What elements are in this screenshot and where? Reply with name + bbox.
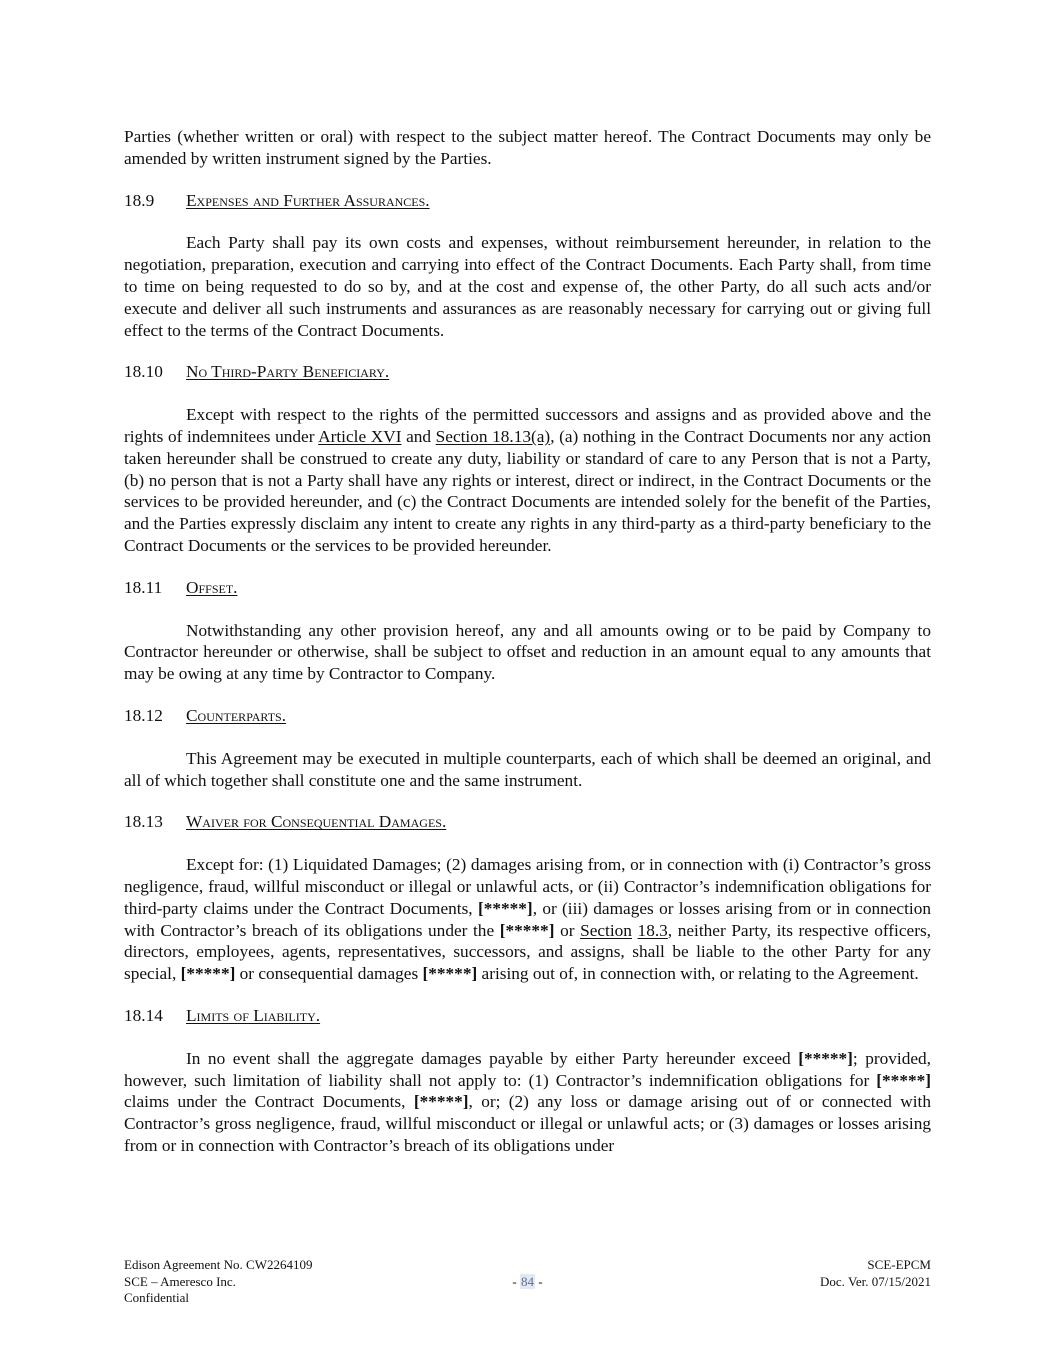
section-title: Offset. bbox=[186, 577, 238, 597]
section-body-18-11: Notwithstanding any other provision hereof, any and all amounts owing or to be paid by Company to Contractor hereunder or otherwise, shall be subject to offset and reduction in an amount equal to any amounts that may be owing at any time by Contractor to Company. bbox=[124, 620, 931, 684]
section-body-18-10 bbox=[124, 404, 931, 557]
section-heading-18-11 bbox=[124, 577, 931, 599]
body-text: , or; (2) any loss or damage arising out of or connected with Contractor’s gross negligence, fraud, willful misconduct or illegal or unlawful acts; or (3) damages or losses arising from or in connection with Contractor’s breach of its obligations under bbox=[124, 1092, 931, 1155]
section-number: 18.13 bbox=[124, 812, 163, 832]
section-18-3-link[interactable]: 18.3 bbox=[637, 920, 668, 940]
page-number-value: 84 bbox=[521, 1273, 534, 1289]
page-number: - 84 - bbox=[512, 1273, 543, 1289]
body-text: ; provided, however, such limitation of liability shall not apply to: (1) Contractor’s indemnification obligations for bbox=[124, 1048, 931, 1090]
redaction-marker: [*****] bbox=[422, 964, 478, 984]
section-number: 18.14 bbox=[124, 1005, 163, 1025]
section-title: No Third-Party Beneficiary. bbox=[186, 362, 390, 382]
redaction-marker: [*****] bbox=[180, 964, 236, 984]
article-xvi-link[interactable]: Article XVI bbox=[318, 426, 402, 446]
section-number: 18.11 bbox=[124, 577, 163, 597]
section-number: 18.10 bbox=[124, 362, 163, 382]
section-heading-18-12 bbox=[124, 705, 931, 727]
body-text: , neither Party, its respective officers, directors, employees, agents, representatives, successors, and assigns, shall be liable to the other Party for any special, bbox=[124, 920, 931, 984]
section-link[interactable]: Section bbox=[580, 920, 632, 940]
section-18-13a-link[interactable]: Section 18.13(a) bbox=[435, 426, 551, 446]
document-page bbox=[124, 126, 931, 1157]
section-body-18-9: Each Party shall pay its own costs and expenses, without reimbursement hereunder, in relation to the negotiation, preparation, execution and carrying into effect of the Contract Documents. Each Party shall, from time to time on being requested to do so by, and at the cost and expense of, the other Party, do all such acts and/or execute and deliver all such instruments and assurances as are reasonably necessary for carrying out or giving full effect to the terms of the Contract Documents. bbox=[124, 233, 931, 340]
body-text: or bbox=[554, 920, 581, 940]
redaction-marker: [*****] bbox=[499, 920, 555, 940]
footer-parties: SCE – Ameresco Inc. bbox=[124, 1273, 236, 1289]
body-text: Except with respect to the rights of the permitted successors and assigns and as provided above and the rights of indemnitees under bbox=[124, 405, 931, 446]
body-text: and bbox=[401, 426, 436, 446]
section-number: 18.12 bbox=[124, 705, 163, 725]
body-text: claims under the Contract Documents, bbox=[124, 1092, 414, 1112]
body-text: Except for: (1) Liquidated Damages; (2) damages arising from, or in connection with (i) Contractor’s gross negligence, fraud, willful misconduct or illegal or unlawful acts, or (ii) Contractor’s indemnification obligations for third-party claims under the Contract Documents, bbox=[124, 855, 931, 918]
section-title: Waiver for Consequential Damages. bbox=[186, 812, 447, 832]
section-body-18-14 bbox=[124, 1048, 931, 1157]
section-number: 18.9 bbox=[124, 190, 155, 210]
section-title: Counterparts. bbox=[186, 705, 287, 725]
section-title: Expenses and Further Assurances. bbox=[186, 190, 430, 210]
section-body-18-13 bbox=[124, 854, 931, 985]
footer-agreement-number: Edison Agreement No. CW2264109 bbox=[124, 1257, 313, 1272]
redaction-marker: [*****] bbox=[876, 1070, 931, 1090]
section-body-18-12: This Agreement may be executed in multiple counterparts, each of which shall be deemed an original, and all of which together shall constitute one and the same instrument. bbox=[124, 748, 931, 790]
body-text: , (a) nothing in the Contract Documents nor any action taken hereunder shall be construed to create any duty, liability or standard of care to any Person that is not a Party, (b) no person that is not a Party shall have any rights or interest, direct or indirect, in the Contract Documents or the services to be provided hereunder, and (c) the Contract Documents are intended solely for the benefit of the Parties, and the Parties expressly disclaim any intent to create any rights in any third-party as a third-party beneficiary to the Contract Documents or the services to be provided hereunder. bbox=[124, 426, 932, 555]
section-heading-18-14 bbox=[124, 1005, 931, 1027]
body-text: , or (iii) damages or losses arising from or in connection with Contractor’s breach of its obligations under the bbox=[124, 898, 931, 940]
section-heading-18-13 bbox=[124, 811, 931, 833]
footer-doc-code: SCE-EPCM bbox=[867, 1257, 931, 1272]
page-footer bbox=[124, 1257, 931, 1307]
redaction-marker: [*****] bbox=[798, 1048, 853, 1068]
footer-confidential: Confidential bbox=[124, 1290, 189, 1305]
body-text: In no event shall the aggregate damages payable by either Party hereunder exceed bbox=[186, 1048, 799, 1068]
intro-paragraph: Parties (whether written or oral) with respect to the subject matter hereof. The Contract Documents may only be amended by written instrument signed by the Parties. bbox=[124, 127, 931, 168]
body-text: arising out of, in connection with, or relating to the Agreement. bbox=[477, 964, 919, 984]
footer-doc-version: Doc. Ver. 07/15/2021 bbox=[820, 1273, 931, 1289]
section-heading-18-9 bbox=[124, 190, 931, 212]
redaction-marker: [*****] bbox=[477, 898, 533, 918]
section-title: Limits of Liability. bbox=[186, 1005, 321, 1025]
redaction-marker: [*****] bbox=[413, 1092, 469, 1112]
body-text: or consequential damages bbox=[235, 964, 423, 984]
section-heading-18-10 bbox=[124, 361, 931, 383]
